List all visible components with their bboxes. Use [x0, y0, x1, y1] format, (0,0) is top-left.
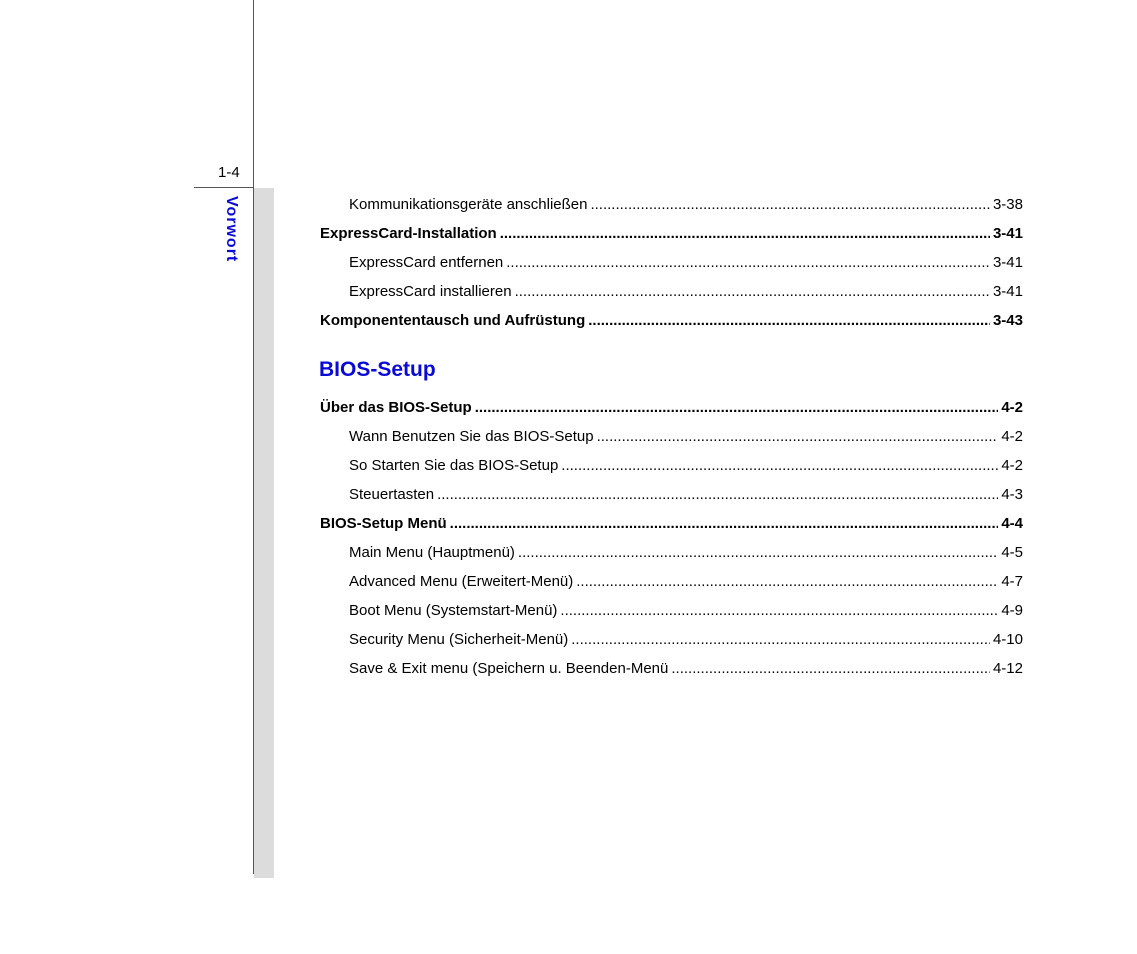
toc-entry-page: 3-41 [992, 225, 1023, 242]
toc-entry-page: 4-3 [1001, 486, 1023, 503]
page-number: 1-4 [218, 164, 240, 181]
toc-entry[interactable] [320, 219, 1023, 248]
toc-entry-label: Wann Benutzen Sie das BIOS-Setup [349, 428, 594, 445]
page-number-rule [194, 187, 254, 188]
toc-entry-label: ExpressCard entfernen [349, 254, 504, 271]
toc-entry-label: Advanced Menu (Erweitert-Menü) [349, 573, 574, 590]
toc-entry[interactable] [320, 654, 1023, 683]
toc-group-top [320, 190, 1023, 335]
toc-leader-dots [437, 480, 998, 509]
toc-entry[interactable] [320, 422, 1023, 451]
toc-entry-label: Komponententausch und Aufrüstung [320, 312, 586, 329]
toc-entry-label: Über das BIOS-Setup [320, 399, 472, 416]
toc-entry[interactable] [320, 625, 1023, 654]
toc-leader-dots [518, 538, 998, 567]
toc-entry[interactable] [320, 190, 1023, 219]
toc-leader-dots [671, 654, 990, 683]
toc-entry[interactable] [320, 306, 1023, 335]
toc-entry-page: 4-9 [1001, 602, 1023, 619]
toc-entry-page: 4-4 [1001, 515, 1023, 532]
toc-entry-label: BIOS-Setup Menü [320, 515, 447, 532]
toc-entry[interactable] [320, 509, 1023, 538]
toc-entry-page: 3-38 [992, 196, 1023, 213]
toc-entry-label: So Starten Sie das BIOS-Setup [349, 457, 559, 474]
toc-entry-label: ExpressCard installieren [349, 283, 512, 300]
toc-entry-page: 3-41 [992, 283, 1023, 300]
toc-leader-dots [450, 509, 999, 538]
toc-leader-dots [475, 393, 999, 422]
toc-entry-label: ExpressCard-Installation [320, 225, 497, 242]
toc-entry-page: 4-7 [1001, 573, 1023, 590]
toc-entry[interactable] [320, 248, 1023, 277]
toc-group-bios [320, 393, 1023, 683]
toc-entry-label: Boot Menu (Systemstart-Menü) [349, 602, 558, 619]
toc-entry-page: 4-5 [1001, 544, 1023, 561]
toc-entry-label: Kommunikationsgeräte anschließen [349, 196, 588, 213]
toc-leader-dots [588, 306, 990, 335]
toc-leader-dots [571, 625, 990, 654]
toc-entry-label: Main Menu (Hauptmenü) [349, 544, 515, 561]
toc-leader-dots [576, 567, 998, 596]
toc-entry[interactable] [320, 538, 1023, 567]
toc-entry[interactable] [320, 277, 1023, 306]
toc-entry-page: 4-12 [992, 660, 1023, 677]
toc-entry-page: 4-2 [1001, 399, 1023, 416]
toc-leader-dots [506, 248, 990, 277]
toc-entry-page: 3-41 [992, 254, 1023, 271]
toc-entry-page: 4-10 [992, 631, 1023, 648]
toc-leader-dots [500, 219, 990, 248]
toc-entry-page: 4-2 [1001, 428, 1023, 445]
toc-entry[interactable] [320, 393, 1023, 422]
toc-entry[interactable] [320, 596, 1023, 625]
toc-leader-dots [597, 422, 999, 451]
chapter-title: BIOS-Setup [319, 358, 436, 381]
section-tab: Vorwort [223, 196, 240, 263]
toc-leader-dots [560, 596, 998, 625]
toc-leader-dots [515, 277, 990, 306]
side-bar [254, 188, 274, 878]
toc-entry-page: 4-2 [1001, 457, 1023, 474]
toc-entry[interactable] [320, 451, 1023, 480]
toc-leader-dots [590, 190, 990, 219]
table-of-contents [320, 190, 1023, 683]
toc-entry-label: Steuertasten [349, 486, 435, 503]
toc-entry-label: Save & Exit menu (Speichern u. Beenden-Menü [349, 660, 669, 677]
toc-entry[interactable] [320, 567, 1023, 596]
toc-entry[interactable] [320, 480, 1023, 509]
toc-leader-dots [561, 451, 998, 480]
toc-entry-page: 3-43 [992, 312, 1023, 329]
toc-entry-label: Security Menu (Sicherheit-Menü) [349, 631, 569, 648]
